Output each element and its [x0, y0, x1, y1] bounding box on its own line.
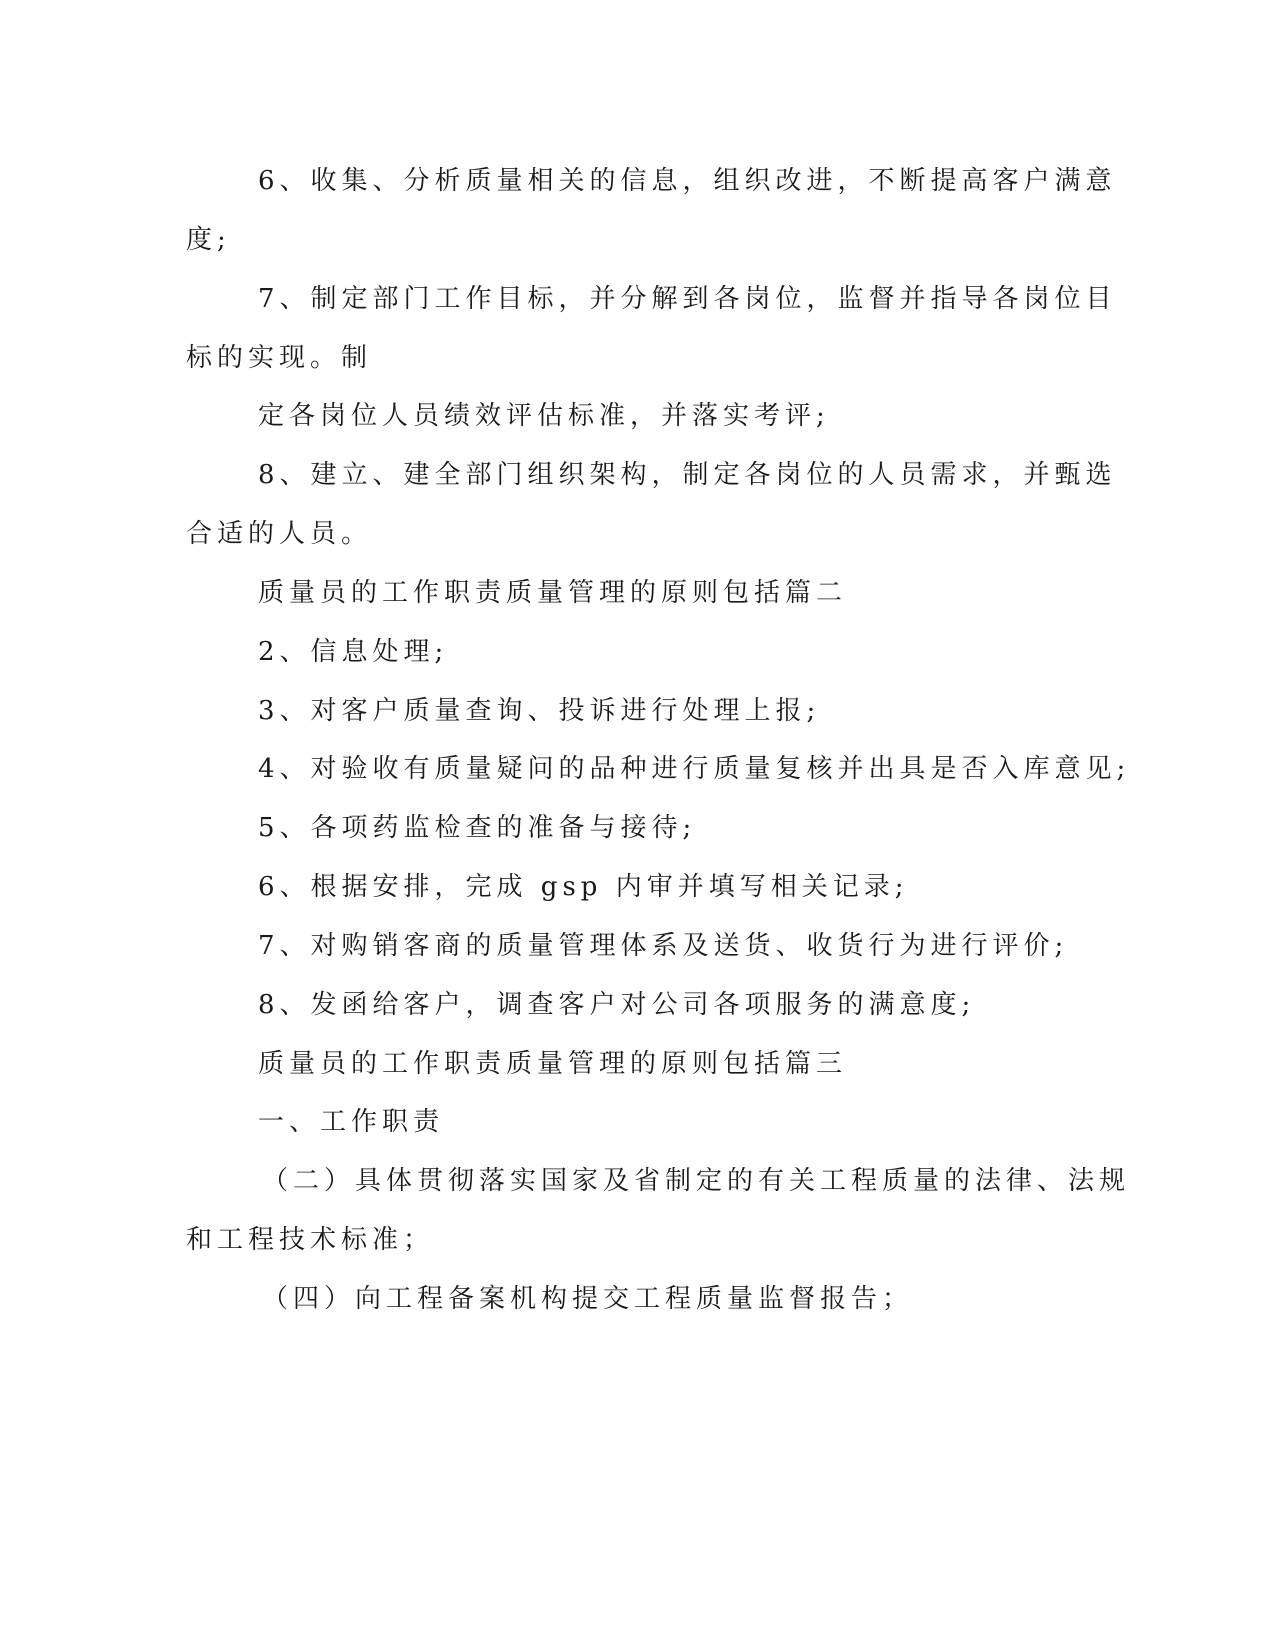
list-item: 4、对验收有质量疑问的品种进行质量复核并出具是否入库意见; [258, 754, 1131, 784]
list-item: 7、对购销客商的质量管理体系及送货、收货行为进行评价; [258, 931, 1069, 961]
list-item: 8、发函给客户，调查客户对公司各项服务的满意度; [258, 990, 976, 1020]
paragraph-line: 度; [186, 225, 231, 255]
list-item: 5、各项药监检查的准备与接待; [258, 813, 697, 843]
paragraph-line: 定各岗位人员绩效评估标准，并落实考评; [258, 401, 830, 431]
paragraph-line: 6、收集、分析质量相关的信息，组织改进，不断提高客户满意 [258, 166, 1117, 196]
subsection-heading: 一、工作职责 [258, 1107, 445, 1137]
paragraph-line: 合适的人员。 [186, 519, 373, 549]
section-heading: 质量员的工作职责质量管理的原则包括篇三 [258, 1049, 848, 1079]
list-item: 3、对客户质量查询、投诉进行处理上报; [258, 696, 821, 726]
paragraph-line: 8、建立、建全部门组织架构，制定各岗位的人员需求，并甄选 [258, 460, 1117, 490]
paragraph-line: 标的实现。制 [186, 343, 373, 373]
list-item: 6、根据安排，完成 gsp 内审并填写相关记录; [258, 872, 909, 902]
paragraph-line: 7、制定部门工作目标，并分解到各岗位，监督并指导各岗位目 [258, 284, 1117, 314]
paragraph-line: 和工程技术标准； [186, 1225, 435, 1255]
section-heading: 质量员的工作职责质量管理的原则包括篇二 [258, 578, 848, 608]
paragraph-line: （二）具体贯彻落实国家及省制定的有关工程质量的法律、法规 [262, 1166, 1131, 1196]
list-item: 2、信息处理; [258, 637, 449, 667]
paragraph-line: （四）向工程备案机构提交工程质量监督报告； [262, 1284, 914, 1314]
